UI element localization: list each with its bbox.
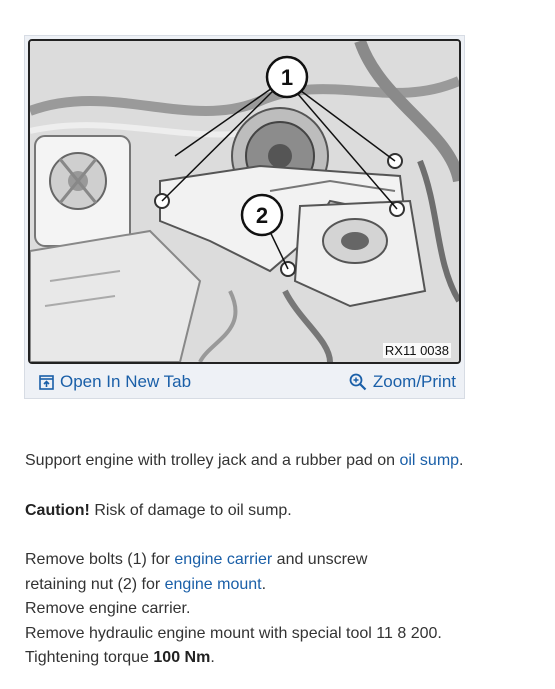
step-1-end: and unscrew [272, 551, 368, 568]
step-line-1 [25, 548, 535, 573]
torque-end: . [210, 649, 215, 666]
support-text: Support engine with trolley jack and a rubber pad on [25, 452, 400, 469]
figure-toolbar [25, 366, 464, 398]
step-line-5 [25, 646, 535, 671]
step-2-end: . [261, 575, 267, 593]
oil-sump-link[interactable]: oil sump [399, 452, 460, 469]
step-line-3: Remove engine carrier. [25, 600, 191, 617]
instructions [25, 449, 535, 671]
caution-label: Caution! [25, 501, 90, 519]
figure-card [24, 35, 465, 399]
torque-text: Tightening torque [25, 649, 154, 666]
zoom-icon [349, 373, 367, 391]
torque-value: 100 Nm [153, 649, 211, 666]
engine-mount-link[interactable]: engine mount [164, 575, 262, 593]
engine-carrier-link[interactable]: engine carrier [174, 551, 273, 568]
callout-2: 2 [255, 203, 269, 228]
step-line-2 [25, 573, 535, 598]
zoom-print-button[interactable] [349, 372, 456, 392]
step-1-text: Remove bolts (1) for [25, 551, 175, 568]
callout-1: 1 [280, 65, 294, 90]
support-end: . [459, 452, 464, 469]
engine-diagram[interactable] [28, 39, 461, 364]
open-in-new-tab-label: Open In New Tab [60, 372, 192, 391]
step-line-4: Remove hydraulic engine mount with special tool 11 8 200. [25, 624, 442, 642]
caution-paragraph [25, 499, 535, 524]
open-in-new-tab-button[interactable] [39, 372, 191, 392]
caution-text: Risk of damage to oil sump. [89, 501, 292, 519]
support-paragraph [25, 449, 535, 474]
step-2-text: retaining nut (2) for [25, 575, 165, 593]
open-tab-icon [39, 375, 54, 390]
engine-illustration [30, 41, 459, 362]
figure-code: RX11 0038 [384, 343, 449, 358]
zoom-print-label: Zoom/Print [372, 372, 456, 391]
